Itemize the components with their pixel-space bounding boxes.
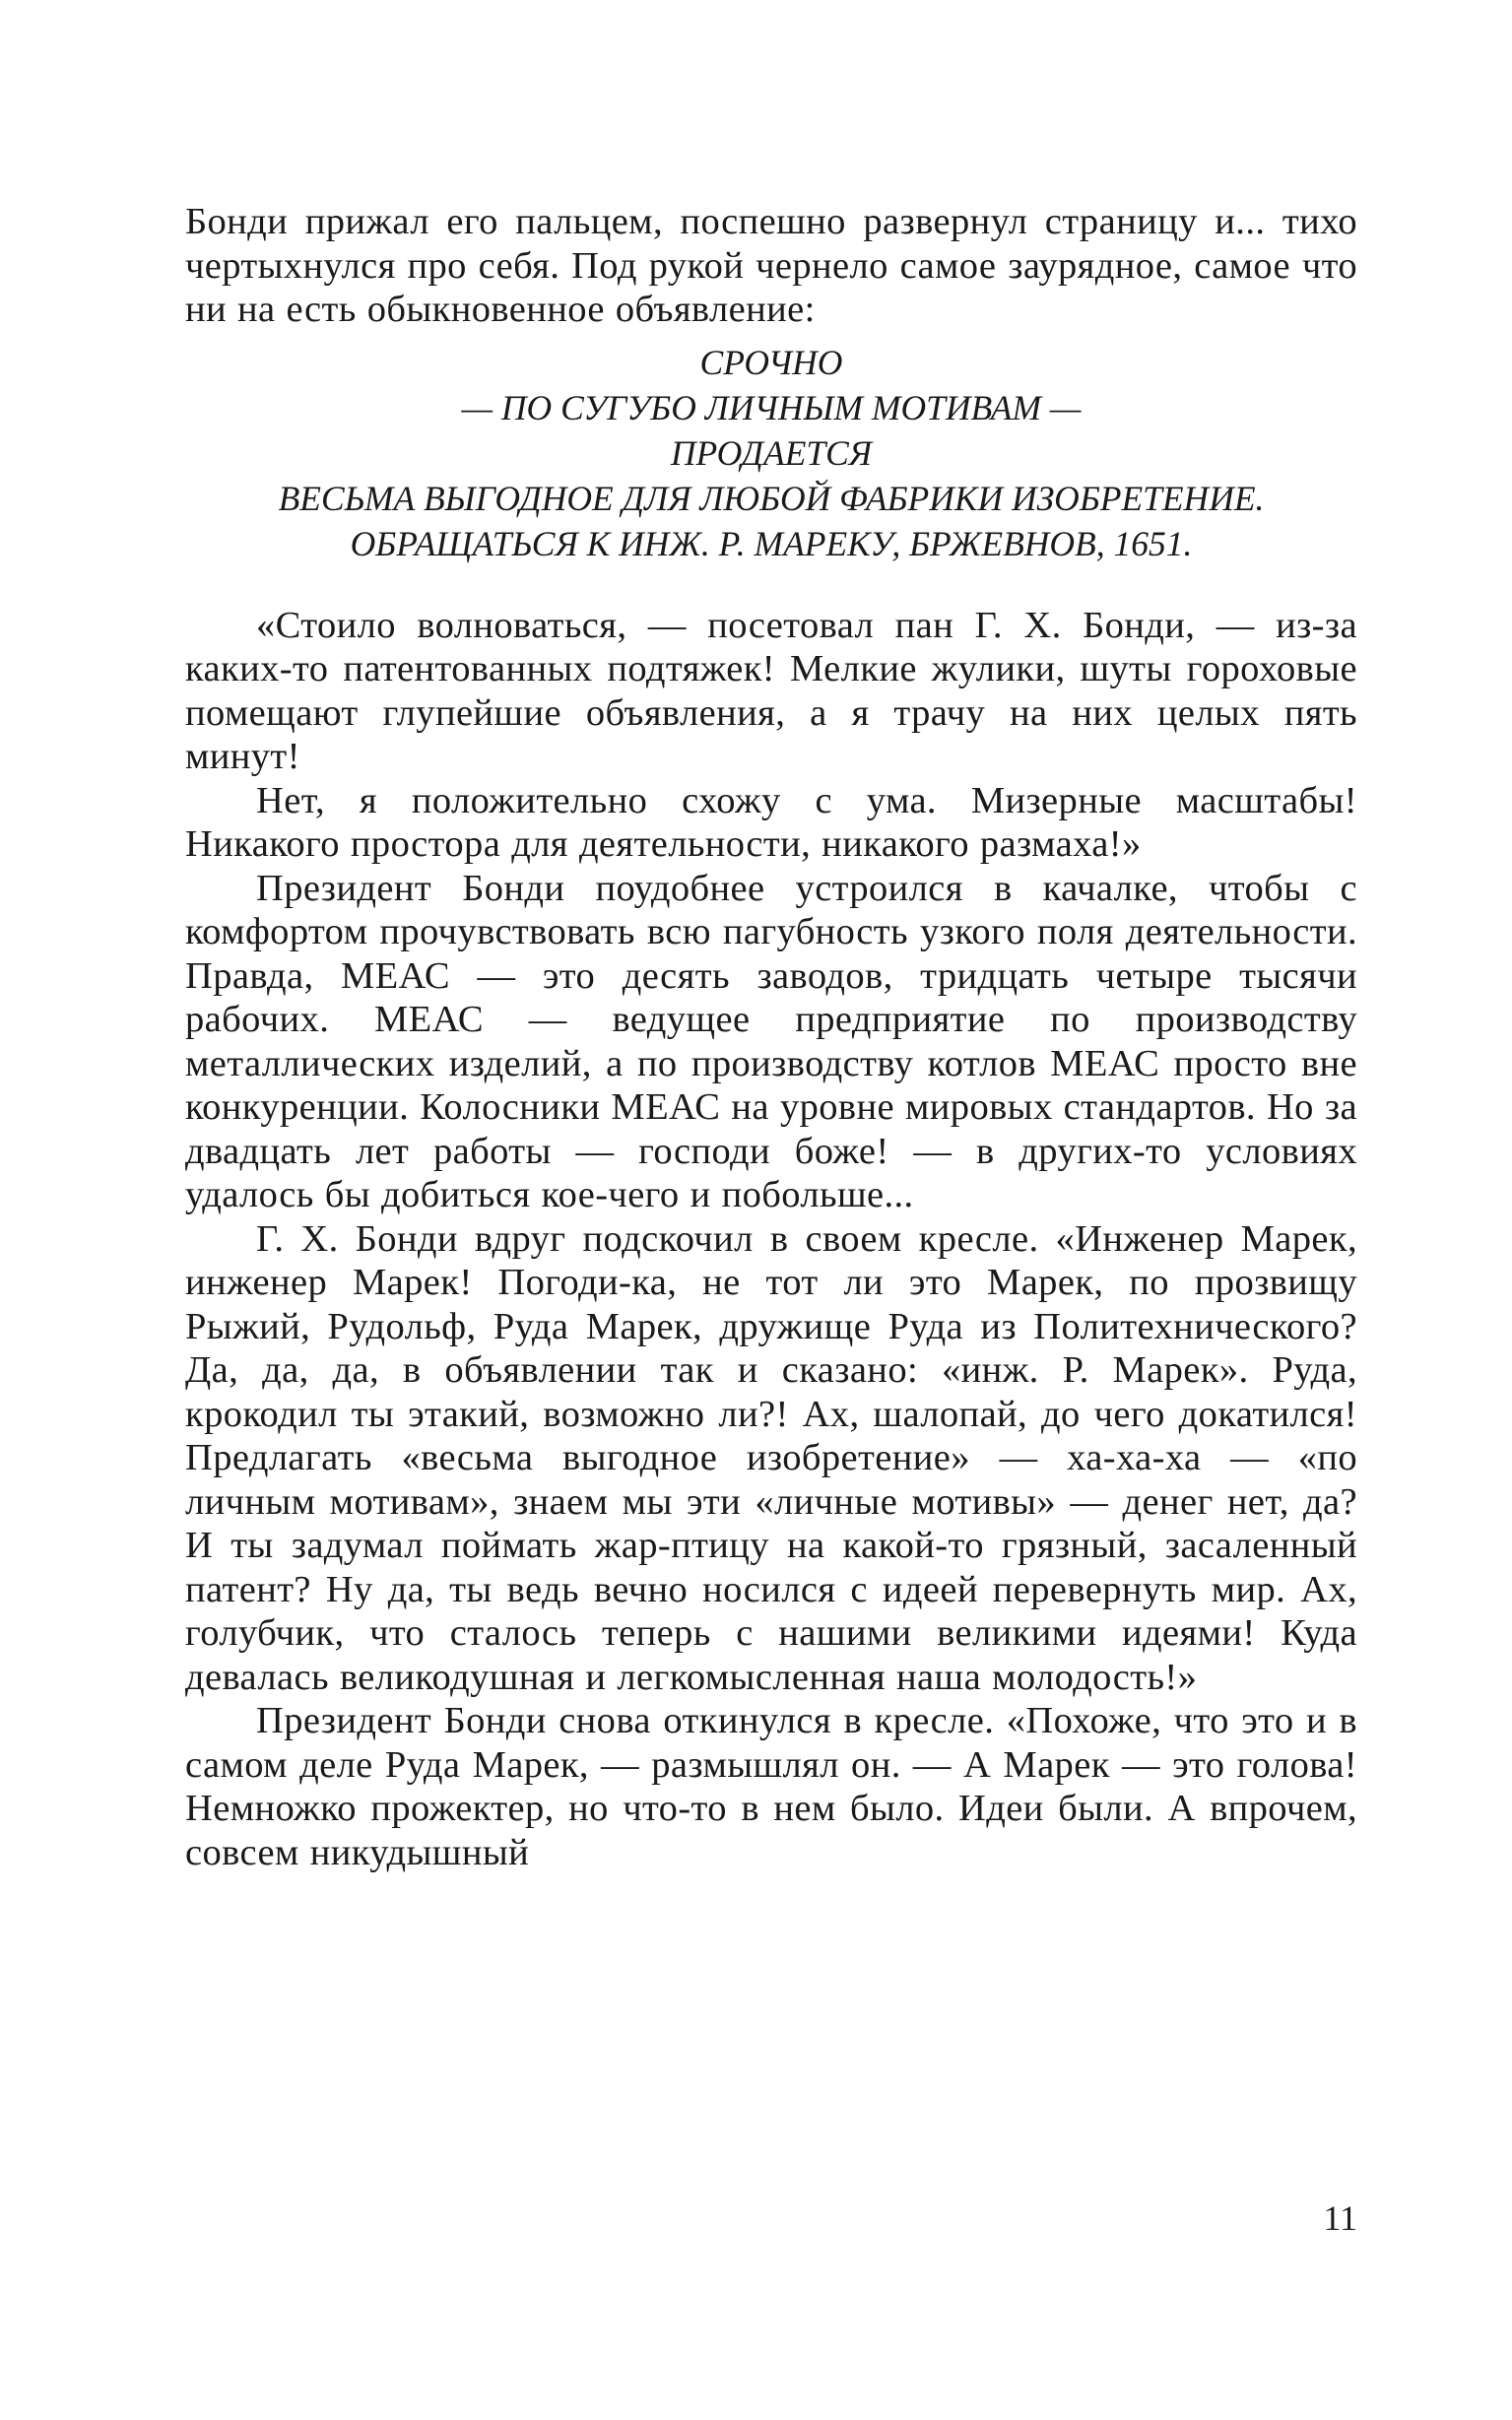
paragraph-1: «Стоило волноваться, — посетовал пан Г. Х. Бонди, — из-за каких-то патентованных подтяжек! Мелкие жулики, шуты гороховые помещают глупейшие объявления, а я трачу на них целых пять минут! <box>185 604 1357 777</box>
paragraph-3: Президент Бонди поудобнее устроился в качалке, чтобы с комфортом прочувствовать всю пагубность узкого поля деятельности. Правда, МЕАС — это десять заводов, тридцать четыре тысячи рабочих. МЕАС — ведущее предприятие по производству металлических изделий, а по производству котлов МЕАС просто вне конкуренции. Колосники МЕАС на уровне мировых стандартов. Но за двадцать лет работы — господи боже! — в других-то условиях удалось бы добиться кое-чего и побольше... <box>185 867 1357 1215</box>
ad-line-contact: ОБРАЩАТЬСЯ К ИНЖ. Р. МАРЕКУ, БРЖЕВНОВ, 1651. <box>350 523 1193 563</box>
advertisement-block <box>185 340 1357 566</box>
paragraph-2: Нет, я положительно схожу с ума. Мизерные масштабы! Никакого простора для деятельности, никакого размаха!» <box>185 779 1357 865</box>
ad-line-urgent: СРОЧНО <box>699 342 843 382</box>
book-page <box>185 200 1357 1874</box>
ad-line-for-sale: ПРОДАЕТСЯ <box>670 432 873 473</box>
ad-line-motives: — ПО СУГУБО ЛИЧНЫМ МОТИВАМ — <box>461 387 1082 427</box>
spacer <box>185 566 1357 604</box>
paragraph-4: Г. Х. Бонди вдруг подскочил в своем кресле. «Инженер Марек, инженер Марек! Погоди-ка, не тот ли это Марек, по прозвищу Рыжий, Рудольф, Руда Марек, дружище Руда из Политехнического? Да, да, да, в объявлении так и сказано: «инж. Р. Марек». Руда, крокодил ты этакий, возможно ли?! Ах, шалопай, до чего докатился! Предлагать «весьма выгодное изобретение» — ха-ха-ха — «по личным мотивам», знаем мы эти «личные мотивы» — денег нет, да? И ты задумал поймать жар-птицу на какой-то грязный, засаленный патент? Ну да, ты ведь вечно носился с идеей перевернуть мир. Ах, голубчик, что сталось теперь с нашими великими идеями! Куда девалась великодушная и легкомысленная наша молодость!» <box>185 1217 1357 1698</box>
paragraph-opening: Бонди прижал его пальцем, поспешно развернул страницу и... тихо чертыхнулся про себя. Под рукой чернело самое заурядное, самое что ни на есть обыкновенное объявление: <box>185 201 1357 330</box>
paragraph-5: Президент Бонди снова откинулся в кресле. «Похоже, что это и в самом деле Руда Марек, — размышлял он. — А Марек — это голова! Немножко прожектер, но что-то в нем было. Идеи были. А впрочем, совсем никудышный <box>185 1700 1357 1873</box>
ad-line-invention: ВЕСЬМА ВЫГОДНОЕ ДЛЯ ЛЮБОЙ ФАБРИКИ ИЗОБРЕТЕНИЕ. <box>278 478 1265 518</box>
page-number: 11 <box>1323 2198 1357 2238</box>
